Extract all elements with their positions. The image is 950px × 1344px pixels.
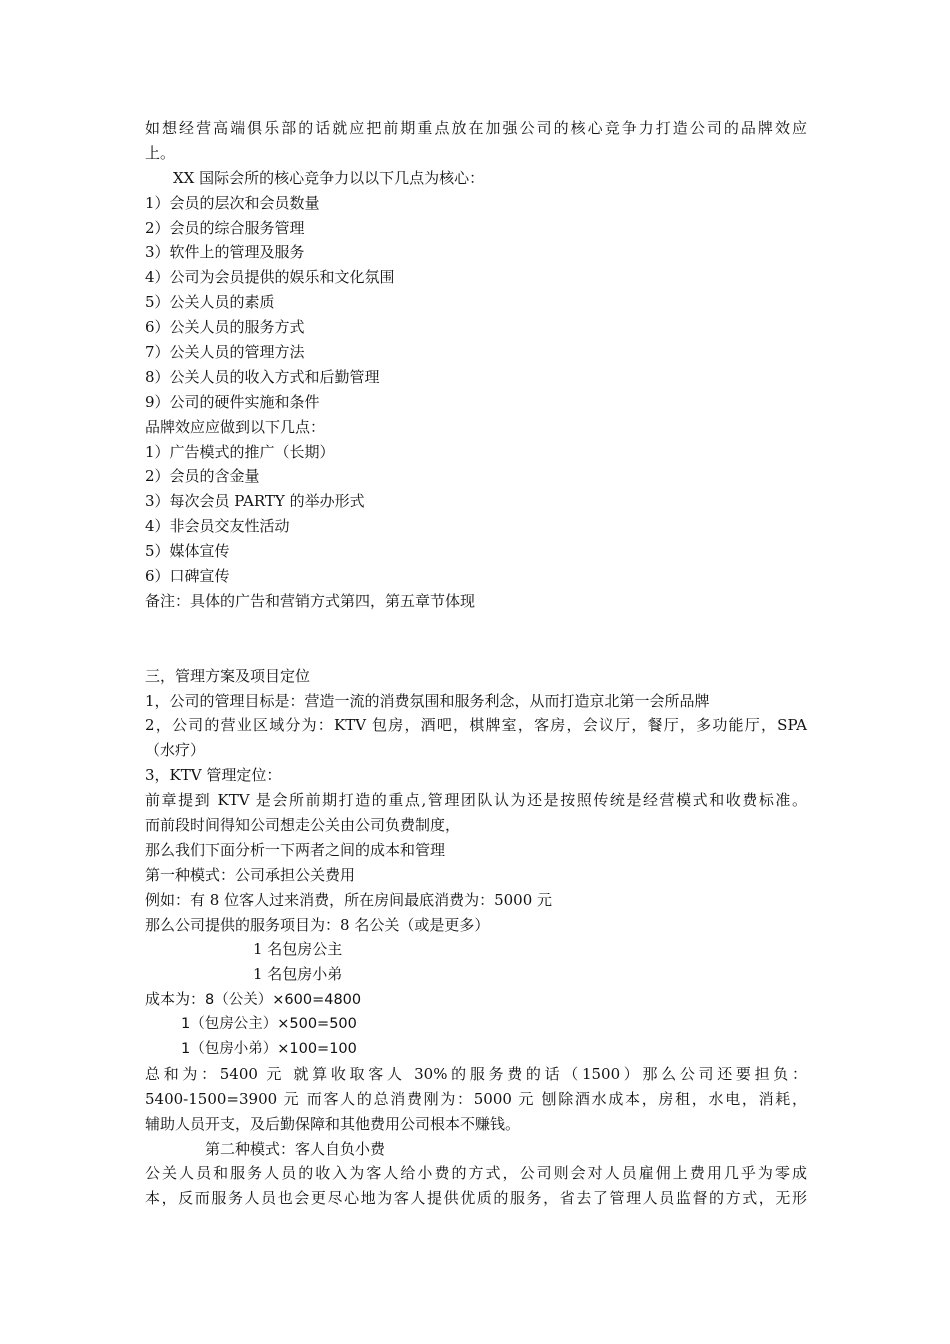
paragraph-line: 那么我们下面分析一下两者之间的成本和管理 — [145, 840, 446, 859]
intro-line-1: 如想经营高端俱乐部的话就应把前期重点放在加强公司的核心竞争力打造公司的品牌效应 — [145, 119, 807, 137]
example-line: 例如：有 8 位客人过来消费，所在房间最底消费为：5000 元 — [145, 890, 553, 909]
intro-line-2: 上。 — [145, 143, 176, 162]
brand-heading: 品牌效应应做到以下几点： — [145, 417, 326, 436]
mode-2-title: 第二种模式：客人自负小费 — [205, 1139, 386, 1158]
paragraph-line: 前章提到 KTV 是会所前期打造的重点,管理团队认为还是按照传统是经营模式和收费标准。 — [145, 791, 807, 810]
list-item: 9）公司的硬件实施和条件 — [145, 392, 320, 411]
list-item: 2）会员的含金量 — [145, 467, 260, 486]
blank-gap — [145, 614, 807, 664]
list-item: 6）公关人员的服务方式 — [145, 318, 305, 337]
service-item: 1 名包房小弟 — [253, 965, 343, 984]
list-item: 5）公关人员的素质 — [145, 293, 275, 312]
core-list — [145, 191, 807, 415]
document-body — [145, 116, 807, 1211]
cost-label: 成本为： — [145, 990, 206, 1009]
list-item: 3）每次会员 PARTY 的举办形式 — [145, 492, 365, 511]
section-item-2-line-2: （水疗） — [145, 741, 206, 760]
note: 备注：具体的广告和营销方式第四，第五章节体现 — [145, 591, 476, 610]
list-item: 1）广告模式的推广（长期） — [145, 442, 335, 461]
cost-line-2: 1（包房公主）×500=500 — [181, 1016, 357, 1033]
cost-line-1 — [145, 987, 807, 1012]
cost-value: 8（公关）×600=4800 — [205, 992, 362, 1009]
list-item: 4）非会员交友性活动 — [145, 517, 290, 536]
list-item: 2）会员的综合服务管理 — [145, 218, 305, 237]
brand-list — [145, 440, 807, 589]
services-line: 那么公司提供的服务项目为：8 名公关（或是更多） — [145, 915, 490, 934]
list-item: 6）口碑宣传 — [145, 567, 230, 586]
list-item: 7）公关人员的管理方法 — [145, 343, 305, 362]
service-item: 1 名包房公主 — [253, 940, 343, 959]
list-item: 8）公关人员的收入方式和后勤管理 — [145, 367, 380, 386]
mode-1-title: 第一种模式：公司承担公关费用 — [145, 865, 356, 884]
section-item-2-line-1: 2，公司的营业区域分为：KTV 包房，酒吧，棋牌室，客房，会议厅，餐厅，多功能厅，SPA — [145, 716, 807, 735]
section-item-1: 1，公司的管理目标是：营造一流的消费氛围和服务利念，从而打造京北第一会所品牌 — [145, 691, 710, 710]
list-item: 5）媒体宣传 — [145, 542, 230, 561]
total-line-2: 5400-1500=3900 元 而客人的总消费刚为：5000 元 刨除酒水成本，房租，水电，消耗， — [145, 1089, 807, 1108]
core-heading: XX 国际会所的核心竞争力以以下几点为核心： — [173, 168, 485, 187]
section-item-3: 3，KTV 管理定位： — [145, 766, 282, 785]
list-item: 3）软件上的管理及服务 — [145, 243, 305, 262]
mode-2-line-2: 本，反而服务人员也会更尽心地为客人提供优质的服务，省去了管理人员监督的方式，无形 — [145, 1189, 807, 1208]
total-line-3: 辅助人员开支，及后勤保障和其他费用公司根本不赚钱。 — [145, 1114, 521, 1133]
total-line-1: 总和为：5400 元 就算收取客人 30%的服务费的话（1500）那么公司还要担负： — [145, 1064, 807, 1083]
cost-line-3: 1（包房小弟）×100=100 — [181, 1040, 357, 1057]
list-item: 4）公司为会员提供的娱乐和文化氛围 — [145, 268, 395, 287]
list-item: 1）会员的层次和会员数量 — [145, 193, 320, 212]
mode-2-line-1: 公关人员和服务人员的收入为客人给小费的方式，公司则会对人员雇佣上费用几乎为零成 — [145, 1164, 807, 1183]
paragraph-line: 而前段时间得知公司想走公关由公司负费制度， — [145, 815, 461, 834]
section-title: 三，管理方案及项目定位 — [145, 666, 311, 685]
